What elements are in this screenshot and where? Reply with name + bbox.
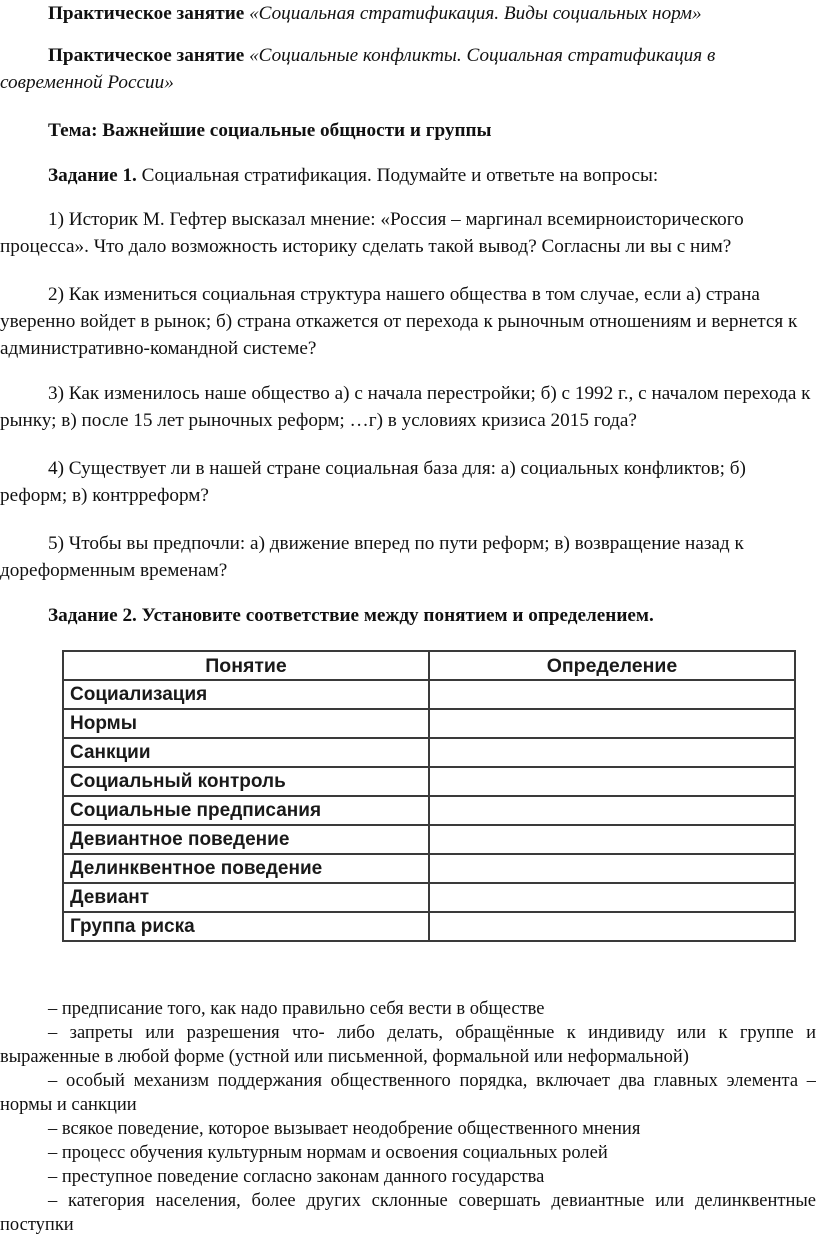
task2-heading: Задание 2. Установите соответствие между понятием и определением. xyxy=(48,605,654,626)
concept-cell: Девиант xyxy=(63,883,429,912)
column-header-concept: Понятие xyxy=(63,651,429,680)
concept-cell: Группа риска xyxy=(63,912,429,941)
task1-text: Социальная стратификация. Подумайте и ответьте на вопросы: xyxy=(141,165,659,186)
topic-heading: Тема: Важнейшие социальные общности и группы xyxy=(48,120,492,141)
table-row xyxy=(63,912,795,941)
concept-cell: Социальные предписания xyxy=(63,796,429,825)
table-row xyxy=(63,825,795,854)
heading-label: Практическое занятие xyxy=(48,45,245,66)
heading-title: «Социальные конфликты. Социальная стратификация в современной России» xyxy=(0,45,716,93)
table-row xyxy=(63,709,795,738)
definition-item: – преступное поведение согласно законам данного государства xyxy=(48,1167,545,1187)
concept-cell: Делинквентное поведение xyxy=(63,854,429,883)
definition-cell xyxy=(429,883,795,912)
heading-practical-lesson-2 xyxy=(0,42,816,96)
definition-cell xyxy=(429,854,795,883)
question-5: 5) Чтобы вы предпочли: а) движение вперед по пути реформ; в) возвращение назад к дореформенным временам? xyxy=(0,533,744,581)
definition-cell xyxy=(429,738,795,767)
question-2: 2) Как измениться социальная структура нашего общества в том случае, если а) страна уверенно войдет в рынок; б) страна откажется от перехода к рыночным отношениям и вернется к административно-командной системе? xyxy=(0,284,798,359)
definition-cell xyxy=(429,796,795,825)
definition-cell xyxy=(429,767,795,796)
question-1: 1) Историк М. Гефтер высказал мнение: «Россия – маргинал всемирноисторического процесса». Что дало возможность историку сделать такой вывод? Согласны ли вы с ним? xyxy=(0,209,744,257)
definition-cell xyxy=(429,709,795,738)
task1-intro xyxy=(0,162,816,189)
heading-label: Практическое занятие xyxy=(48,3,245,24)
definition-item: – особый механизм поддержания общественного порядка, включает два главных элемента – нормы и санкции xyxy=(0,1071,816,1115)
heading-title: «Социальная стратификация. Виды социальных норм» xyxy=(249,3,702,24)
table-row xyxy=(63,883,795,912)
concept-cell: Девиантное поведение xyxy=(63,825,429,854)
definition-cell xyxy=(429,912,795,941)
question-4: 4) Существует ли в нашей стране социальная база для: а) социальных конфликтов; б) реформ; в) контрреформ? xyxy=(0,458,746,506)
table-row xyxy=(63,796,795,825)
definition-item: – процесс обучения культурным нормам и освоения социальных ролей xyxy=(48,1143,608,1163)
definition-cell xyxy=(429,825,795,854)
concept-cell: Санкции xyxy=(63,738,429,767)
definition-item: – категория населения, более других склонные совершать девиантные или делинквентные поступки xyxy=(0,1191,816,1235)
concept-cell: Нормы xyxy=(63,709,429,738)
table-row xyxy=(63,738,795,767)
definition-item: – запреты или разрешения что- либо делать, обращённые к индивиду или к группе и выраженные в любой форме (устной или письменной, формальной или неформальной) xyxy=(0,1023,816,1067)
definition-item: – предписание того, как надо правильно себя вести в обществе xyxy=(48,999,545,1019)
table-row xyxy=(63,680,795,709)
concept-cell: Социализация xyxy=(63,680,429,709)
table-row xyxy=(63,854,795,883)
definitions-list xyxy=(0,997,816,1237)
concept-cell: Социальный контроль xyxy=(63,767,429,796)
matching-table xyxy=(62,650,796,942)
heading-practical-lesson-1 xyxy=(0,0,816,27)
definition-item: – всякое поведение, которое вызывает неодобрение общественного мнения xyxy=(48,1119,641,1139)
question-3: 3) Как изменилось наше общество а) с начала перестройки; б) с 1992 г., с началом перехода к рынку; в) после 15 лет рыночных реформ; …г) в условиях кризиса 2015 года? xyxy=(0,383,811,431)
definition-cell xyxy=(429,680,795,709)
column-header-definition: Определение xyxy=(429,651,795,680)
task1-label: Задание 1. xyxy=(48,165,137,186)
table-row xyxy=(63,767,795,796)
table-header-row xyxy=(63,651,795,680)
